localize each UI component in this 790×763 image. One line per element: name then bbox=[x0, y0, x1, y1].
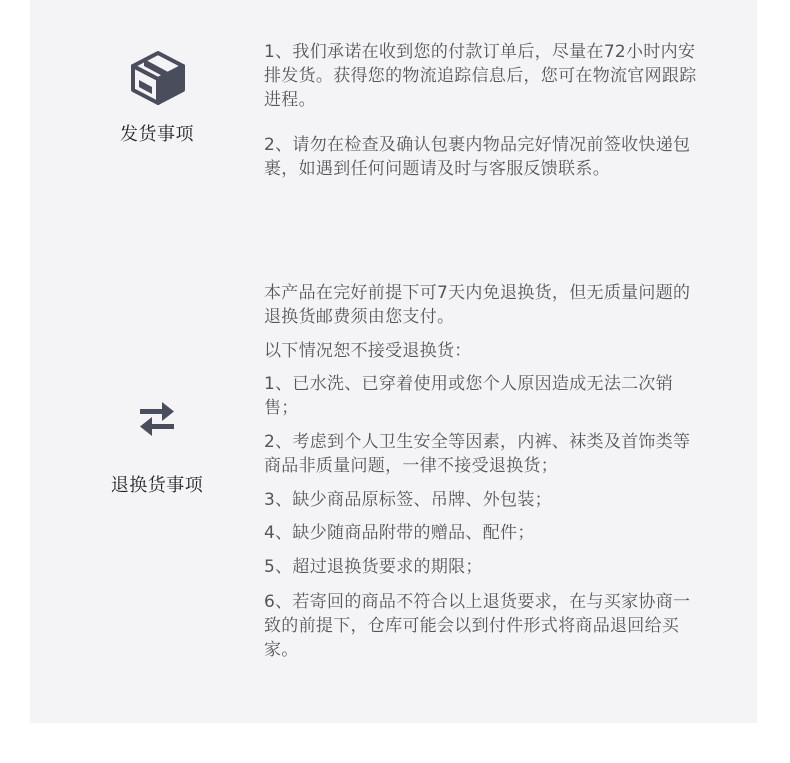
box-icon bbox=[130, 50, 186, 106]
returns-item-1: 1、已水洗、已穿着使用或您个人原因造成无法二次销售； bbox=[264, 374, 674, 418]
returns-item-3: 3、缺少商品原标签、吊牌、外包装； bbox=[264, 490, 552, 510]
returns-item-6: 6、若寄回的商品不符合以上退货要求，在与买家协商一致的前提下，仓库可能会以到付件形式将商品退回给买家。 bbox=[264, 592, 691, 660]
returns-title: 退换货事项 bbox=[110, 475, 204, 496]
returns-item-2: 2、考虑到个人卫生安全等因素，内裤、袜类及首饰类等商品非质量问题，一律不接受退换货； bbox=[264, 432, 691, 476]
returns-conditions-heading: 以下情况恕不接受退换货： bbox=[264, 341, 472, 361]
shipping-title: 发货事项 bbox=[120, 124, 194, 145]
returns-intro: 本产品在完好前提下可7天内免退换货，但无质量问题的退换货邮费须由您支付。 bbox=[264, 283, 691, 327]
returns-item-4: 4、缺少随商品附带的赠品、配件； bbox=[264, 523, 535, 543]
shipping-item-1: 1、我们承诺在收到您的付款订单后，尽量在72小时内安排发货。获得您的物流追踪信息后，您可在物流官网跟踪进程。 bbox=[264, 42, 697, 110]
exchange-arrows-icon bbox=[138, 400, 176, 438]
returns-item-5: 5、超过退换货要求的期限； bbox=[264, 557, 483, 577]
shipping-item-2: 2、请勿在检查及确认包裹内物品完好情况前签收快递包裹，如遇到任何问题请及时与客服反馈联系。 bbox=[264, 135, 691, 179]
